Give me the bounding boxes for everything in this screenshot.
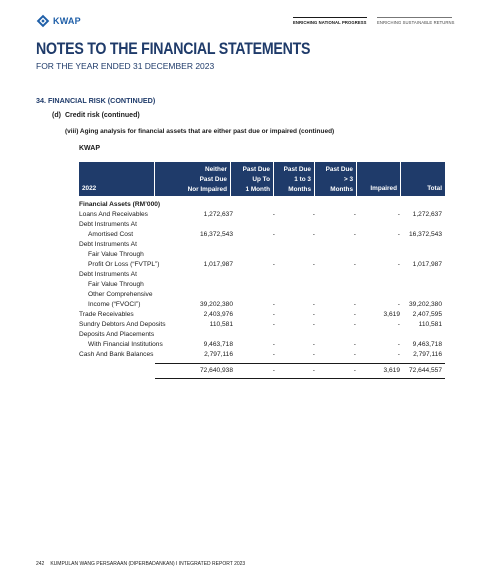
row-value: 1,272,637 xyxy=(203,211,233,218)
total-value: 3,619 xyxy=(383,366,400,374)
col-header-line: Past Due xyxy=(283,166,311,173)
brand-name: KWAP xyxy=(53,16,81,26)
row-value: - xyxy=(353,231,356,238)
header-tab-underline-active xyxy=(293,17,367,18)
row-label: Fair Value Through xyxy=(88,281,144,288)
row-value: 16,372,543 xyxy=(199,231,233,238)
row-value: 110,581 xyxy=(418,321,442,328)
kwap-diamond-icon xyxy=(36,14,50,28)
row-value: 39,202,380 xyxy=(199,301,233,308)
row-value: 2,797,116 xyxy=(204,351,233,358)
col-header-line: Neither xyxy=(204,166,227,173)
row-label: Fair Value Through xyxy=(88,251,144,258)
header-tab-national-progress[interactable]: ENRICHING NATIONAL PROGRESS xyxy=(293,20,367,25)
total-value: - xyxy=(353,366,356,374)
year-label: 2022 xyxy=(82,185,97,192)
row-value: - xyxy=(272,341,275,348)
row-value: - xyxy=(397,341,400,348)
row-label: Cash And Bank Balances xyxy=(79,351,154,358)
row-value: - xyxy=(312,211,315,218)
row-value: - xyxy=(397,301,400,308)
row-label: Debt Instruments At xyxy=(79,241,137,248)
row-label: Sundry Debtors And Deposits xyxy=(79,321,166,328)
table-header-year xyxy=(79,162,154,196)
row-value: - xyxy=(272,211,275,218)
table-row xyxy=(79,310,445,320)
table-row xyxy=(79,270,445,280)
total-value: - xyxy=(272,366,275,374)
row-value: - xyxy=(397,321,400,328)
col-header-line: Months xyxy=(330,185,353,193)
row-label: Other Comprehensive xyxy=(88,291,153,298)
table-total-row xyxy=(79,366,445,376)
row-value: - xyxy=(272,261,275,268)
total-bottom-rule xyxy=(155,378,445,379)
table-row xyxy=(79,220,445,230)
table-row xyxy=(79,330,445,340)
row-label: Amortised Cost xyxy=(88,231,134,238)
row-value: 39,202,380 xyxy=(408,301,442,308)
row-value: - xyxy=(312,321,315,328)
row-value: - xyxy=(312,311,315,318)
table-row xyxy=(79,200,445,210)
row-value: 9,463,718 xyxy=(412,341,442,348)
total-value: 72,644,557 xyxy=(408,366,442,374)
kwap-logo xyxy=(36,14,81,28)
col-header-past-due-3m xyxy=(315,162,356,196)
row-value: 2,797,116 xyxy=(413,351,442,358)
row-value: - xyxy=(353,311,356,318)
table-row xyxy=(79,210,445,220)
table-row xyxy=(79,340,445,350)
row-label: Financial Assets (RM’000) xyxy=(79,201,161,208)
row-value: 16,372,543 xyxy=(408,231,442,238)
subsection-number: (d) xyxy=(52,112,61,119)
row-value: - xyxy=(353,261,356,268)
row-value: 9,463,718 xyxy=(203,341,233,348)
col-header-impaired xyxy=(357,162,400,196)
col-header-past-due-1-3m xyxy=(274,162,314,196)
subsection-title: Credit risk (continued) xyxy=(65,112,140,119)
row-label: Deposits And Placements xyxy=(79,331,155,338)
row-value: - xyxy=(353,211,356,218)
row-value: 2,407,595 xyxy=(412,311,442,318)
row-value: - xyxy=(397,261,400,268)
row-value: - xyxy=(397,231,400,238)
section-heading: 34. FINANCIAL RISK (CONTINUED) xyxy=(36,96,156,105)
row-value: 3,619 xyxy=(383,311,400,318)
row-label: Trade Receivables xyxy=(79,311,134,318)
col-header-line: Months xyxy=(288,185,311,193)
table-row xyxy=(79,280,445,290)
total-value: 72,640,938 xyxy=(199,366,233,374)
total-value: - xyxy=(312,366,315,374)
col-header-total xyxy=(401,162,445,196)
table-row xyxy=(79,240,445,250)
row-value: - xyxy=(312,341,315,348)
col-header-line: Nor Impaired xyxy=(187,185,227,193)
row-value: - xyxy=(312,301,315,308)
row-label: With Financial Institutions xyxy=(88,341,163,348)
row-value: - xyxy=(312,261,315,268)
table-row xyxy=(79,250,445,260)
footer-text: KUMPULAN WANG PERSARAAN (DIPERBADANKAN) I INTEGRATED REPORT 2023 xyxy=(50,561,246,567)
analysis-heading: (viii) Aging analysis for financial assets that are either past due or impaired (continued) xyxy=(65,128,335,135)
row-label: Debt Instruments At xyxy=(79,271,137,278)
col-header-line: Total xyxy=(427,185,442,192)
total-top-rule xyxy=(155,363,445,364)
row-value: 1,272,637 xyxy=(412,211,442,218)
row-value: - xyxy=(272,231,275,238)
row-value: - xyxy=(353,351,356,358)
row-label: Debt Instruments At xyxy=(79,221,137,228)
col-header-line: > 3 xyxy=(343,175,353,183)
row-value: - xyxy=(353,341,356,348)
col-header-line: Impaired xyxy=(370,185,397,192)
row-value: 1,017,987 xyxy=(412,261,442,268)
table-row xyxy=(79,350,445,360)
table-row xyxy=(79,230,445,240)
col-header-line: Past Due xyxy=(325,166,353,173)
row-value: - xyxy=(312,231,315,238)
col-header-line: 1 Month xyxy=(245,185,270,193)
col-header-line: 1 to 3 xyxy=(294,175,311,183)
col-header-neither-past-due xyxy=(155,162,230,196)
header-tab-sustainable-returns[interactable]: ENRICHING SUSTAINABLE RETURNS xyxy=(377,20,455,25)
table-row xyxy=(79,300,445,310)
row-label: Income (“FVOCI”) xyxy=(88,301,141,308)
entity-label: KWAP xyxy=(79,145,100,152)
row-value: - xyxy=(312,351,315,358)
row-value: - xyxy=(353,301,356,308)
table-row xyxy=(79,260,445,270)
row-value: - xyxy=(397,211,400,218)
page-number: 242 xyxy=(36,561,45,567)
header-tab-underline xyxy=(377,17,452,18)
page-footer xyxy=(36,561,245,567)
table-row xyxy=(79,290,445,300)
row-value: 110,581 xyxy=(209,321,233,328)
row-value: - xyxy=(272,321,275,328)
row-value: - xyxy=(353,321,356,328)
table-row xyxy=(79,320,445,330)
row-value: 1,017,987 xyxy=(203,261,233,268)
row-label: Profit Or Loss (“FVTPL”) xyxy=(88,261,160,268)
row-value: 2,403,976 xyxy=(203,311,233,318)
col-header-line: Up To xyxy=(252,175,270,183)
row-value: - xyxy=(272,311,275,318)
col-header-line: Past Due xyxy=(199,175,227,183)
col-header-past-due-1m xyxy=(231,162,273,196)
row-value: - xyxy=(272,351,275,358)
page-subtitle: FOR THE YEAR ENDED 31 DECEMBER 2023 xyxy=(36,61,215,71)
subsection-heading xyxy=(52,112,140,119)
col-header-line: Past Due xyxy=(242,166,270,173)
row-label: Loans And Receivables xyxy=(79,211,148,218)
table-body xyxy=(79,200,445,379)
row-value: - xyxy=(272,301,275,308)
row-value: - xyxy=(397,351,400,358)
page-title: NOTES TO THE FINANCIAL STATEMENTS xyxy=(36,40,311,58)
